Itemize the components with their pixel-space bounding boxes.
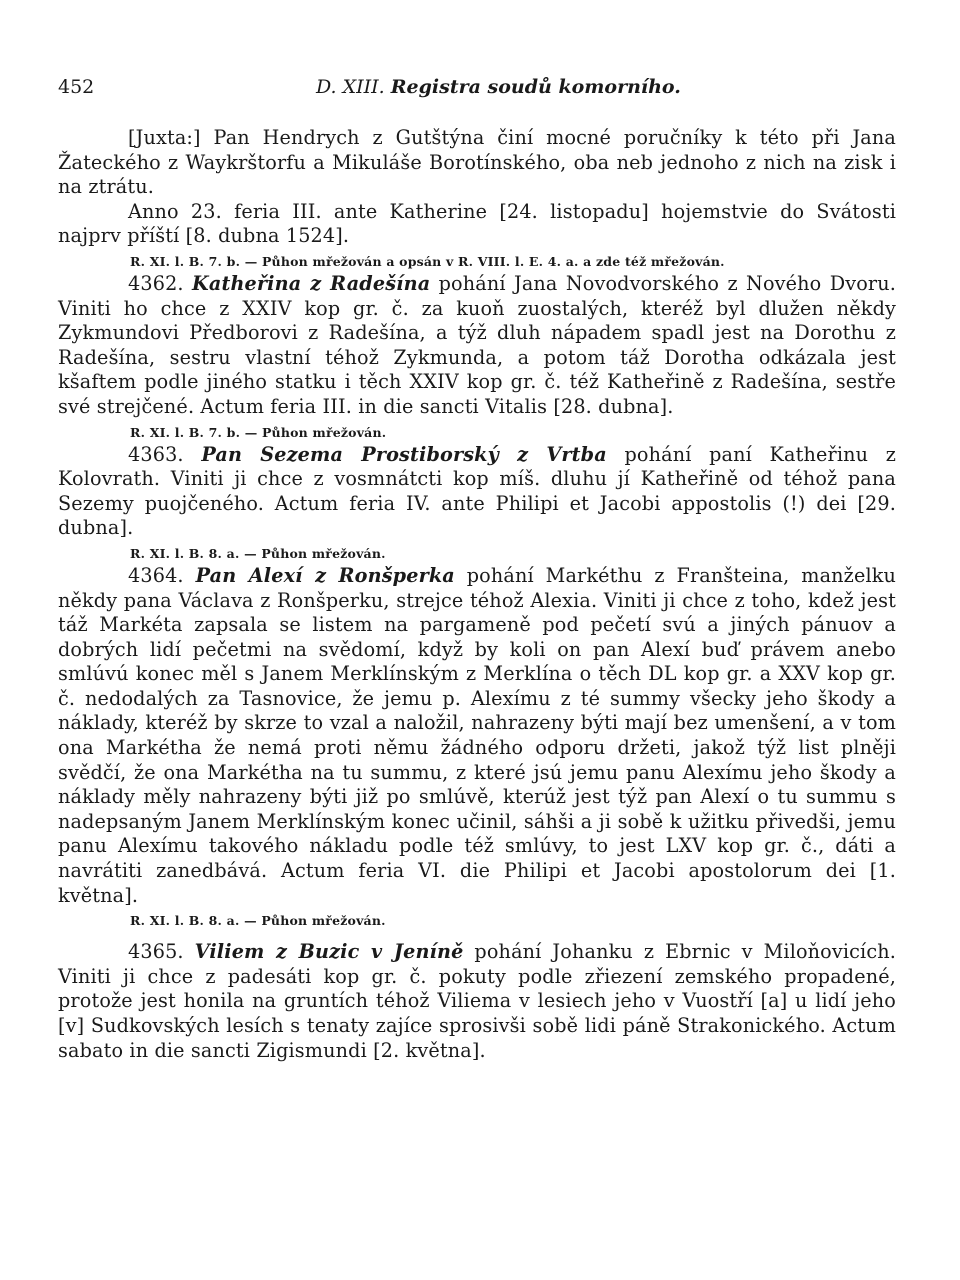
entry-number: 4363. [128,442,184,466]
entry-party: Pan Sezema Prostiborský z Vrtba [201,442,607,466]
entry-number: 4362. [128,271,184,295]
entry-4363 [58,443,896,541]
entry-4362 [58,272,896,420]
page-header [58,70,896,110]
source-note: R. XI. l. B. 7. b. — Půhon mřežován a opsán v R. VIII. l. E. 4. a. a zde též mřežován. [130,253,725,269]
entry-text: pohání Johanku z Ebrnic v Miloňovicích. Viniti ji chce z padesáti kop gr. č. pokuty podle zřiezení zemského propadené, protože jest honila na gruntích téhož Viliema v lesiech jeho v Vuostří [a] u lidí jeho [v] Sudkovských lesích s tenaty zajíce sprosivši sobě lidi páně Strakonického. Actum sabato in die sancti Zigismundi [2. května]. [58,940,896,1062]
entry-note: R. XI. l. B. 8. a. — Půhon mřežován. [130,913,386,929]
page-number: 452 [58,76,95,98]
entry-text: pohání Markéthu z Franšteina, manželku někdy pana Václava z Ronšperku, strejce téhož Alexia. Viniti ji chce z toho, kdež jest táž Markéta zapsala se listem na pargameně pod pečetí svú a jiných pánuov a dobrých lidí pečetmi na svědomí, když by koli on pan Alexí buď právem anebo smlúvú konec měl s Janem Merklínským z Merklína o těch DL kop gr. a XXV kop gr. č. nedodalých za Tasnovice, že jemu p. Alexímu z té summy všecky jeho škody a náklady, kteréž by skrze to vzal a naložil, nahrazeny býti mají bez umenšení, a v tom ona Markétha že nemá proti němu žádného odporu držeti, jakož týž list plněji svědčí, že ona Markétha na tu summu, z které jsú jemu panu Alexímu jeho škody a náklady měly nahrazeny býti již po smlúvě, kterúž jest týž pan Alexí o tu summu s nadepsaným Janem Merklínským konec učinil, sáhši a ji sobě k užitku přivedši, jemu panu Alexímu takového nákladu podle též smlúvy, to jest LXV kop gr. č., dáti a navrátiti zanedbává. Actum feria VI. die Philipi et Jacobi apostolorum dei [1. května]. [58,563,897,907]
paragraph-anno: Anno 23. feria III. ante Katherine [24. listopadu] hojemstvie do Svátosti najprv příští [8. dubna 1524]. [58,199,896,248]
entry-party: Pan Alexí z Ronšperka [195,563,455,587]
entry-note: R. XI. l. B. 7. b. — Půhon mřežován. [130,424,387,440]
entry-4364 [58,564,896,908]
entry-party: Katheřina z Radešína [192,271,431,295]
document-page [58,70,896,1063]
entry-number: 4364. [128,563,184,587]
paragraph-juxta: [Juxta:] Pan Hendrych z Gutštýna činí mocné poručníky k této při Jana Žateckého z Waykrštorfu a Mikuláše Borotínského, oba neb jednoho z nich na zisk i na ztrátu. [58,126,896,199]
entry-text: pohání paní Katheřinu z Kolovrath. Viniti ji chce z vosmnátcti kop míš. dluhu jí Katheřině od téhož pana Sezemy puojčeného. Actum feria IV. ante Philipi et Jacobi appostolis (!) dei [29. dubna]. [58,442,897,540]
running-title-register: Registra soudů komorního. [390,76,681,98]
entry-party: Viliem z Buzic v Jeníně [194,940,464,964]
running-title-volume: D. XIII. [316,76,385,98]
running-title [316,76,681,98]
entry-4365 [58,940,896,1063]
entry-text: pohání Jana Novodvorského z Nového Dvoru. Viniti ho chce z XXIV kop gr. č. za kuoň zuostalých, kteréž byl dlužen někdy Zykmundovi Předborovi z Radešína, a týž dluh nápadem spadl jest na Dorothu z Radešína, sestru vlastní téhož Zykmunda, a potom táž Dorotha odkázala jest kšaftem podle jiného statku i těch XXIV kop gr. č. též Katheřině z Radešína, sestře své strejčené. Actum feria III. in die sancti Vitalis [28. dubna]. [58,271,897,418]
entry-note: R. XI. l. B. 8. a. — Půhon mřežován. [130,545,386,561]
entry-number: 4365. [128,940,184,964]
